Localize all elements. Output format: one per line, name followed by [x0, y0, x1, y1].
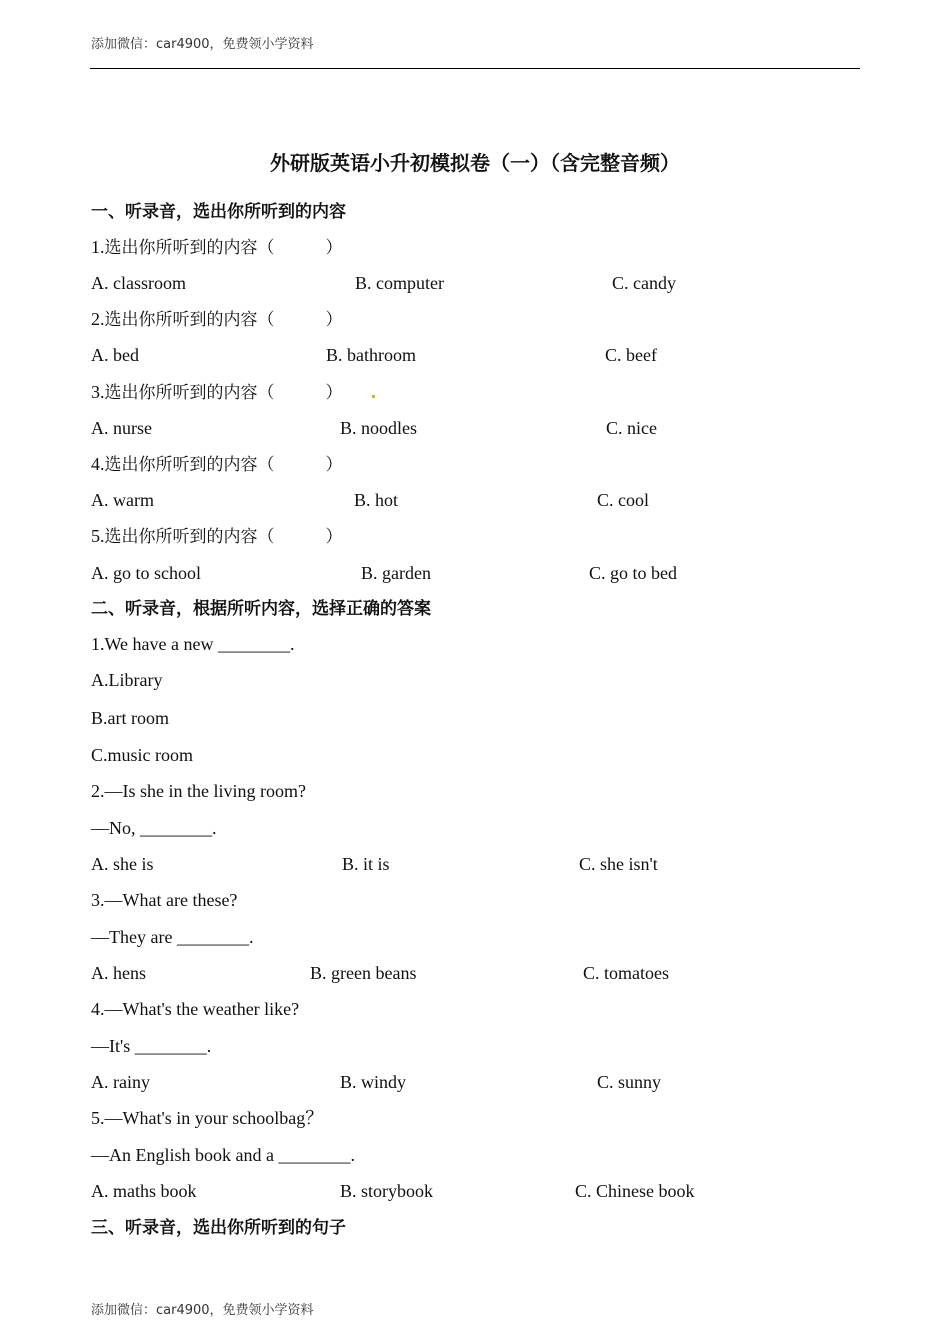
s2-q3-option-a: A. hens: [91, 963, 146, 983]
s2-q2-option-c: C. she isn't: [579, 854, 658, 874]
s2-q5-option-a: A. maths book: [91, 1181, 197, 1201]
s2-q4-stem: 4.—What's the weather like?: [91, 999, 300, 1019]
s2-q2-stem: 2.—Is she in the living room?: [91, 781, 306, 801]
s1-q1-option-c: C. candy: [612, 273, 676, 293]
s1-q1-number: 1.: [91, 237, 105, 257]
s1-q3-option-a: A. nurse: [91, 418, 152, 438]
s1-q5-number: 5.: [91, 526, 105, 546]
s1-q3-number: 3.: [91, 382, 105, 402]
s1-q5-option-a: A. go to school: [91, 563, 201, 583]
section3-heading: 三、听录音，选出你所听到的句子: [91, 1218, 346, 1238]
page-title: 外研版英语小升初模拟卷（一）（含完整音频）: [270, 151, 680, 175]
s1-question-2: [91, 307, 343, 332]
s2-q3-stem2: —They are ________.: [91, 927, 254, 947]
s1-q2-text: 选出你所听到的内容（ ）: [104, 310, 343, 330]
s1-q3-option-c: C. nice: [606, 418, 657, 438]
s1-q3-option-b: B. noodles: [340, 418, 418, 438]
s2-q2-stem2: —No, ________.: [91, 818, 217, 838]
s2-q4-option-a: A. rainy: [91, 1072, 150, 1092]
s2-q3-stem: 3.—What are these?: [91, 890, 238, 910]
s2-q2-option-b: B. it is: [342, 854, 390, 874]
s2-q1-option-b: B.art room: [91, 708, 169, 728]
s1-q5-option-b: B. garden: [361, 563, 431, 583]
s1-q3-text: 选出你所听到的内容（ ）: [104, 383, 343, 403]
s1-q4-text: 选出你所听到的内容（ ）: [104, 455, 343, 475]
s1-question-3: [91, 380, 343, 405]
s1-q4-option-b: B. hot: [354, 490, 399, 510]
s1-q2-option-c: C. beef: [605, 345, 657, 365]
s2-q3-option-b: B. green beans: [310, 963, 417, 983]
s2-q5-stem: 5.—What's in your schoolbag？: [91, 1108, 324, 1128]
s2-q5-option-c: C. Chinese book: [575, 1181, 695, 1201]
s2-q4-option-c: C. sunny: [597, 1072, 662, 1092]
s1-q4-option-a: A. warm: [91, 490, 154, 510]
section2-heading: 二、听录音，根据所听内容，选择正确的答案: [91, 599, 431, 619]
s1-q1-option-b: B. computer: [355, 273, 444, 293]
s2-q5-stem2: —An English book and a ________.: [91, 1145, 355, 1165]
s1-q2-number: 2.: [91, 309, 105, 329]
s1-q2-option-b: B. bathroom: [326, 345, 416, 365]
stray-mark: [372, 395, 375, 398]
section1-heading: 一、听录音，选出你所听到的内容: [91, 202, 346, 222]
s1-q2-option-a: A. bed: [91, 345, 139, 365]
s1-question-5: [91, 524, 343, 549]
s1-q5-option-c: C. go to bed: [589, 563, 677, 583]
s2-q1-option-c: C.music room: [91, 745, 193, 765]
s1-q1-text: 选出你所听到的内容（ ）: [104, 238, 343, 258]
s1-question-1: [91, 235, 343, 260]
footer-note: 添加微信：car4900，免费领小学资料: [91, 1303, 314, 1318]
s2-q3-option-c: C. tomatoes: [583, 963, 669, 983]
s1-q4-number: 4.: [91, 454, 105, 474]
s2-q2-option-a: A. she is: [91, 854, 154, 874]
header-note: 添加微信：car4900，免费领小学资料: [91, 37, 314, 52]
s2-q1-option-a: A.Library: [91, 670, 163, 690]
header-divider: [90, 68, 860, 69]
s1-question-4: [91, 452, 343, 477]
s2-q4-option-b: B. windy: [340, 1072, 407, 1092]
s2-q1-stem: 1.We have a new ________.: [91, 634, 295, 654]
s2-q4-stem2: —It's ________.: [91, 1036, 212, 1056]
s1-q5-text: 选出你所听到的内容（ ）: [104, 527, 343, 547]
s1-q4-option-c: C. cool: [597, 490, 649, 510]
s2-q5-option-b: B. storybook: [340, 1181, 434, 1201]
s1-q1-option-a: A. classroom: [91, 273, 186, 293]
